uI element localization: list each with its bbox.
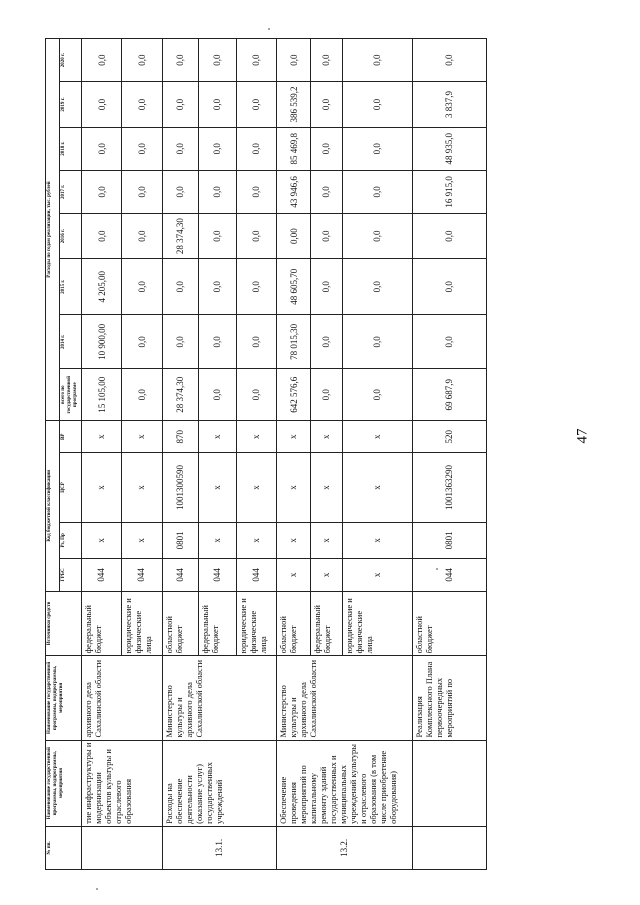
header-year: 2014 г. (60, 315, 82, 369)
code-vr: x (122, 421, 162, 453)
value-year: 16 915,0 (412, 170, 486, 213)
measure-name: Обеспечение проведения мероприятий по капитальному ремонту зданий государственных и муниципальных учреждений культуры и отраслевого образования (в том числе приобретение оборудования) (277, 740, 413, 826)
header-year: 2017 г. (60, 170, 82, 213)
value-year: 0,0 (236, 213, 276, 258)
header-year: 2019 г. (60, 82, 82, 127)
code-vr: x (310, 421, 342, 453)
value-year: 0,0 (342, 127, 412, 170)
value-year: 0,0 (236, 39, 276, 82)
header-name: Наименование государственной программы, подпрограммы, мероприятия (46, 740, 82, 826)
header-rzpr: Рз, Пр (60, 522, 82, 559)
value-year: 0,0 (198, 259, 236, 315)
code-grbs: 044 (162, 559, 198, 591)
code-vr: x (236, 421, 276, 453)
header-year: 2016 г. (60, 213, 82, 258)
code-rzpr: x (277, 522, 311, 559)
code-rzpr: x (198, 522, 236, 559)
executor: Министерство культуры и архивного дела Сахалинской области (162, 656, 276, 740)
code-grbs: 044 (122, 559, 162, 591)
executor: Министерство культуры и архивного дела Сахалинской области (277, 656, 413, 740)
value-year: 48 935,0 (412, 127, 486, 170)
value-year: 0,0 (342, 315, 412, 369)
value-year: 0,0 (310, 259, 342, 315)
value-year: 4 205,00 (82, 259, 122, 315)
funding-source: областной бюджет (162, 591, 198, 656)
code-csr: x (122, 453, 162, 522)
header-year: 2018 г. (60, 127, 82, 170)
value-year: 0,0 (82, 170, 122, 213)
budget-table (45, 38, 487, 870)
code-csr: x (82, 453, 122, 522)
value-total: 642 576,6 (277, 369, 311, 421)
value-year: 0,0 (122, 259, 162, 315)
code-csr: x (236, 453, 276, 522)
value-year: 0,0 (236, 315, 276, 369)
header-executor: Наименование государственной программы, подпрограммы, мероприятия (46, 656, 82, 740)
value-year: 0,0 (162, 170, 198, 213)
code-csr: 1001300590 (162, 453, 198, 522)
code-vr: 520 (412, 421, 486, 453)
value-year: 0,0 (310, 315, 342, 369)
value-year: 386 539,2 (277, 82, 311, 127)
code-rzpr: x (310, 522, 342, 559)
value-year: 0,0 (162, 259, 198, 315)
value-year: 0,0 (236, 127, 276, 170)
code-vr: 870 (162, 421, 198, 453)
value-year: 0,0 (342, 39, 412, 82)
header-expenses: Расходы по годам реализации, тыс. рублей (46, 39, 60, 421)
header-total: всего по государственной программе (60, 369, 82, 421)
value-year: 0,0 (162, 315, 198, 369)
value-total: 69 687,9 (412, 369, 486, 421)
value-year: 0,0 (236, 170, 276, 213)
value-year: 0,0 (198, 315, 236, 369)
value-total: 0,0 (198, 369, 236, 421)
value-total: 0,0 (310, 369, 342, 421)
value-year: 0,00 (277, 213, 311, 258)
value-year: 0,0 (82, 127, 122, 170)
funding-source: областной бюджет (412, 591, 486, 656)
code-csr: 1001363290 (412, 453, 486, 522)
value-year: 0,0 (122, 127, 162, 170)
header-csr: ЦСР (60, 453, 82, 522)
code-csr: x (277, 453, 311, 522)
table-row (162, 39, 198, 870)
header-source: Источники средств (46, 591, 82, 656)
code-csr: x (342, 453, 412, 522)
scan-speck (96, 888, 98, 890)
value-year: 0,0 (342, 82, 412, 127)
value-year: 0,0 (122, 39, 162, 82)
table-header (46, 39, 82, 870)
row-number: 13.2. (277, 826, 413, 869)
value-year: 0,0 (342, 170, 412, 213)
value-year: 0,0 (122, 315, 162, 369)
value-year: 0,0 (82, 213, 122, 258)
code-rzpr: 0801 (162, 522, 198, 559)
executor: Реализация Комплексного Плана первоочередных мероприятий по (412, 656, 486, 740)
code-rzpr: x (82, 522, 122, 559)
value-year: 0,0 (122, 82, 162, 127)
scan-speck (268, 28, 270, 30)
table-row (277, 39, 311, 870)
table-row (82, 39, 122, 870)
code-rzpr: x (122, 522, 162, 559)
header-num: № пп. (46, 826, 82, 869)
value-year: 0,0 (122, 213, 162, 258)
value-year: 0,0 (342, 259, 412, 315)
code-vr: x (82, 421, 122, 453)
value-year: 0,0 (162, 39, 198, 82)
row-number (82, 826, 163, 869)
code-vr: x (198, 421, 236, 453)
header-budget-class: Код бюджетной классификации (46, 421, 60, 592)
header-vr: ВР (60, 421, 82, 453)
value-year: 78 015,30 (277, 315, 311, 369)
funding-source: юридические и физические лица (342, 591, 412, 656)
value-year: 0,0 (198, 170, 236, 213)
code-grbs: 044 (236, 559, 276, 591)
code-grbs: 044 (198, 559, 236, 591)
value-year: 0,0 (310, 127, 342, 170)
value-year: 10 900,00 (82, 315, 122, 369)
value-total: 15 105,00 (82, 369, 122, 421)
measure-name: Расходы на обеспечение деятельности (оказание услуг) государственных учреждений (162, 740, 276, 826)
code-grbs: 044 (412, 559, 486, 591)
value-year: 0,0 (236, 82, 276, 127)
value-total: 0,0 (236, 369, 276, 421)
header-year: 2020 г. (60, 39, 82, 82)
page-number: 47 (574, 428, 591, 444)
value-year: 0,0 (198, 127, 236, 170)
value-year: 0,0 (310, 39, 342, 82)
value-year: 0,0 (162, 82, 198, 127)
value-total: 28 374,30 (162, 369, 198, 421)
funding-source: юридические и физические лица (236, 591, 276, 656)
code-grbs: x (310, 559, 342, 591)
header-grbs: ГРБС (60, 559, 82, 591)
funding-source: федеральный бюджет (82, 591, 122, 656)
value-year: 0,0 (277, 39, 311, 82)
code-grbs: x (342, 559, 412, 591)
measure-name (412, 740, 486, 826)
value-year: 0,0 (412, 315, 486, 369)
value-year: 0,0 (310, 82, 342, 127)
executor: архивного дела Сахалинской области (82, 656, 163, 740)
value-year: 0,0 (198, 213, 236, 258)
value-year: 0,0 (198, 39, 236, 82)
rotated-table-container (45, 38, 487, 870)
value-year: 0,0 (412, 213, 486, 258)
code-vr: x (342, 421, 412, 453)
code-grbs: 044 (82, 559, 122, 591)
value-year: 0,0 (310, 170, 342, 213)
value-year: 0,0 (236, 259, 276, 315)
value-year: 0,0 (82, 82, 122, 127)
value-year: 0,0 (412, 39, 486, 82)
funding-source: федеральный бюджет (310, 591, 342, 656)
value-year: 43 946,6 (277, 170, 311, 213)
code-csr: x (310, 453, 342, 522)
value-total: 0,0 (122, 369, 162, 421)
value-year: 0,0 (198, 82, 236, 127)
funding-source: федеральный бюджет (198, 591, 236, 656)
value-year: 28 374,30 (162, 213, 198, 258)
code-rzpr: x (342, 522, 412, 559)
measure-name: тие инфраструктуры и модернизации объектов культуры и отраслевого образования (82, 740, 163, 826)
value-year: 0,0 (162, 127, 198, 170)
funding-source: областной бюджет (277, 591, 311, 656)
code-csr: x (198, 453, 236, 522)
value-year: 48 605,70 (277, 259, 311, 315)
value-year: 3 837,9 (412, 82, 486, 127)
value-total: 0,0 (342, 369, 412, 421)
value-year: 0,0 (342, 213, 412, 258)
value-year: 0,0 (310, 213, 342, 258)
row-number (412, 826, 486, 869)
header-year: 2015 г. (60, 259, 82, 315)
code-rzpr: 0801 (412, 522, 486, 559)
value-year: 0,0 (82, 39, 122, 82)
table-body (82, 39, 487, 870)
code-grbs: x (277, 559, 311, 591)
code-rzpr: x (236, 522, 276, 559)
value-year: 0,0 (122, 170, 162, 213)
value-year: 85 469,8 (277, 127, 311, 170)
value-year: 0,0 (412, 259, 486, 315)
table-row (412, 39, 486, 870)
funding-source: юридические и физические лица (122, 591, 162, 656)
code-vr: x (277, 421, 311, 453)
row-number: 13.1. (162, 826, 276, 869)
